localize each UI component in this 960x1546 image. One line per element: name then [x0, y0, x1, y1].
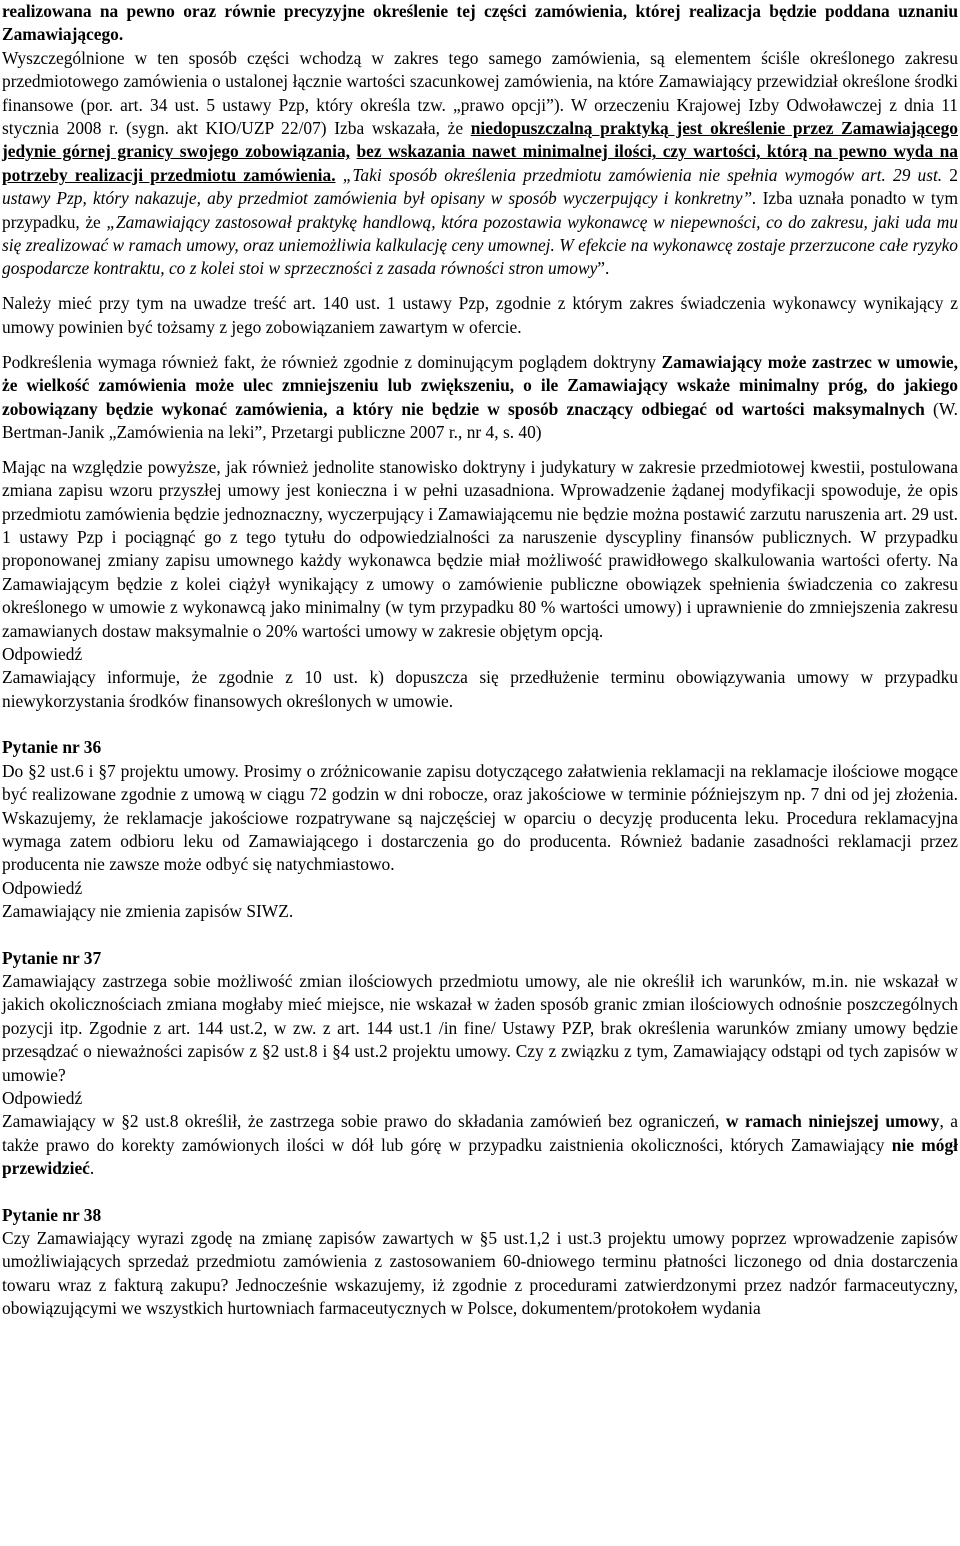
question-36-body: Do §2 ust.6 i §7 projektu umowy. Prosimy o zróżnicowanie zapisu dotyczącego załatwienia reklamacji na reklamacje ilościowe mogące być realizowane zgodnie z umową w ciągu 72 godzin w dni robocze, oraz jakościowe w terminie późniejszym np. 7 dni od jej złożenia. Wskazujemy, że reklamacje jakościowe rozpatrywane są najczęściej w oparciu o decyzję producenta leku. Procedura reklamacyjna wymaga zatem odbioru leku od Zamawiającego i dostarczenia go do producenta. Również badanie zasadności reklamacji przez producenta nie zawsze może odbyć się natychmiastowo. [2, 760, 958, 875]
question-38-title: Pytanie nr 38 [2, 1204, 102, 1225]
bold-text: w ramach niniejszej umowy [725, 1111, 940, 1132]
paragraph-conclusion: Mając na względzie powyższe, jak również jednolite stanowisko doktryny i judykatury w zakresie przedmiotowej kwestii, postulowana zmiana zapisu wzoru przyszłej umowy jest konieczna i w pełni uzasadniona. Wprowadzenie żądanej modyfikacji spowoduje, że opis przedmiotu zamówienia będzie jednoznaczny, wyczerpujący i Zamawiającemu nie będzie można postawić zarzutu naruszenia art. 29 ust. 1 ustawy Pzp i pociągnąć go z tego tytułu do odpowiedzialności za naruszenie dyscypliny finansów publicznych. W przypadku proponowanej zmiany zapisu umownego każdy wykonawca będzie miał możliwość prawidłowego skalkulowania wartości oferty. Na Zamawiającym będzie z kolei ciążył wynikający z umowy o zamówienie publiczne obowiązek spełnienia świadczenia co zakresu określonego w umowie z wykonawcą jako minimalny (w tym przypadku 80 % wartości umowy) i uprawnienie do zmniejszenia zakresu zamawianych dostaw maksymalnie o 20% wartości umowy w zakresie objętym opcją. [2, 456, 958, 641]
spacer-text [336, 165, 343, 185]
question-37-body: Zamawiający zastrzega sobie możliwość zmian ilościowych przedmiotu umowy, ale nie określił ich warunków, m.in. nie wskazał w jakich okolicznościach zmiana mogłaby mieć miejsce, nie wskazał w żaden sposób granic zmian ilościowych odnośnie poszczególnych pozycji itp. Zgodnie z art. 144 ust.2, w zw. z art. 144 ust.1 /in fine/ Ustawy PZP, brak określenia warunków zmiany umowy będzie przesądzać o nieważności zapisów z §2 ust.8 i §4 ust.2 projektu umowy. Czy z związku z tym, Zamawiający odstąpi od tych zapisów w umowie? [2, 970, 958, 1085]
question-37-title: Pytanie nr 37 [2, 947, 102, 968]
question-36-answer: Zamawiający nie zmienia zapisów SIWZ. [2, 901, 294, 922]
answer-text: , a także prawo do korekty zamówionych ilości w dół lub górę w przypadku zaistnienia okoliczności, których Zamawiający [2, 1111, 958, 1155]
question-37-answer [2, 1110, 958, 1180]
paragraph-doctrine [2, 351, 958, 445]
paragraph-text: realizowana na pewno oraz równie precyzyjne określenie tej części zamówienia, której realizacja będzie poddana uznaniu Zamawiającego. [2, 1, 958, 45]
paragraph-text: Podkreślenia wymaga również fakt, że również zgodnie z dominującym poglądem doktryny [2, 351, 662, 372]
answer-text: Zamawiający informuje, że zgodnie z 10 ust. k) dopuszcza się przedłużenie terminu obowiązywania umowy w przypadku niewykorzystania środków finansowych określonych w umowie. [2, 667, 958, 711]
plain-text: ”. [597, 258, 610, 279]
question-36-title: Pytanie nr 36 [2, 737, 102, 758]
underlined-bold-text: bez wskazania nawet minimalnej ilości, czy wartości, którą na pewno wyda na potrzeby realizacji przedmiotu zamówienia. [2, 141, 958, 185]
answer-label: Odpowiedź [2, 644, 83, 665]
paragraph-art-140: Należy mieć przy tym na uwadze treść art. 140 ust. 1 ustawy Pzp, zgodnie z którym zakres świadczenia wykonawcy wynikający z umowy powinien być tożsamy z jego zobowiązaniem zawartym w ofercie. [2, 293, 958, 337]
paragraph-text: Wyszczególnione w ten sposób części wchodzą w zakres tego samego zamówienia, są elementem ściśle określonego zakresu przedmiotowego zamówienia o ustalonej łącznie wartości szacunkowej zamówienia, na które Zamawiający przewidział określone środki finansowe (por. art. 34 ust. 5 ustawy Pzp, który określa tzw. „prawo opcji”). W orzeczeniu Krajowej Izby Odwoławczej z dnia 11 stycznia 2008 r. (sygn. akt KIO/UZP 22/07) Izba wskazała, że [2, 47, 958, 139]
answer-label: Odpowiedź [2, 877, 83, 898]
underlined-bold-text: niedopuszczalną praktyką jest określenie przez Zamawiającego jedynie górnej granicy swojego zobowiązania, [2, 118, 958, 162]
bold-text: nie mógł przewidzieć [2, 1134, 959, 1179]
paragraph-continued [2, 0, 958, 47]
plain-text: 2 [942, 164, 958, 185]
italic-quote: ustawy Pzp, który nakazuje, aby przedmiot zamówienia był opisany w sposób wyczerpujący i konkretny”. [2, 188, 757, 209]
bold-text: Zamawiający może zastrzec w umowie, że wielkość zamówienia może ulec zmniejszeniu lub zwiększeniu, o ile Zamawiający wskaże minimalny próg, do jakiego zobowiązany będzie wykonać zamówienia, a który nie będzie w sposób znaczący odbiegać od wartości maksymalnych [2, 351, 958, 419]
answer-label: Odpowiedź [2, 1087, 83, 1108]
paragraph-kio-ruling [2, 47, 958, 281]
italic-quote: „Taki sposób określenia przedmiotu zamówienia nie spełnia wymogów art. 29 ust. [342, 164, 943, 185]
plain-text: Izba uznała ponadto w tym przypadku, że [2, 188, 958, 232]
italic-quote: „Zamawiający zastosował praktykę handlową, która pozostawia wykonawcę w niepewności, co do zakresu, jaki uda mu się zrealizować w ramach umowy, oraz uniemożliwia kalkulację ceny umownej. W efekcie na wykonawcę zostaje przerzucone całe ryzyko gospodarcze kontraktu, co z kolei stoi w sprzeczności z zasada równości stron umowy [2, 211, 959, 279]
answer-text: . [89, 1158, 95, 1179]
citation-text: (W. Bertman-Janik „Zamówienia na leki”, Przetargi publiczne 2007 r., nr 4, s. 40) [2, 398, 958, 442]
question-38-body: Czy Zamawiający wyrazi zgodę na zmianę zapisów zawartych w §5 ust.1,2 i ust.3 projektu umowy poprzez wprowadzenie zapisów umożliwiających sprzedaż przedmiotu zamówienia z zastosowaniem 60-dniowego terminu płatności liczonego od dnia dostarczenia towaru wraz z fakturą zakupu? Jednocześnie wskazujemy, iż zgodnie z procedurami zatwierdzonymi przez nadzór farmaceutyczny, obowiązującymi we wszystkich hurtowniach farmaceutycznych w Polsce, dokumentem/protokołem wydania [2, 1228, 958, 1319]
answer-text: Zamawiający w §2 ust.8 określił, że zastrzega sobie prawo do składania zamówień bez ograniczeń, [2, 1111, 726, 1132]
